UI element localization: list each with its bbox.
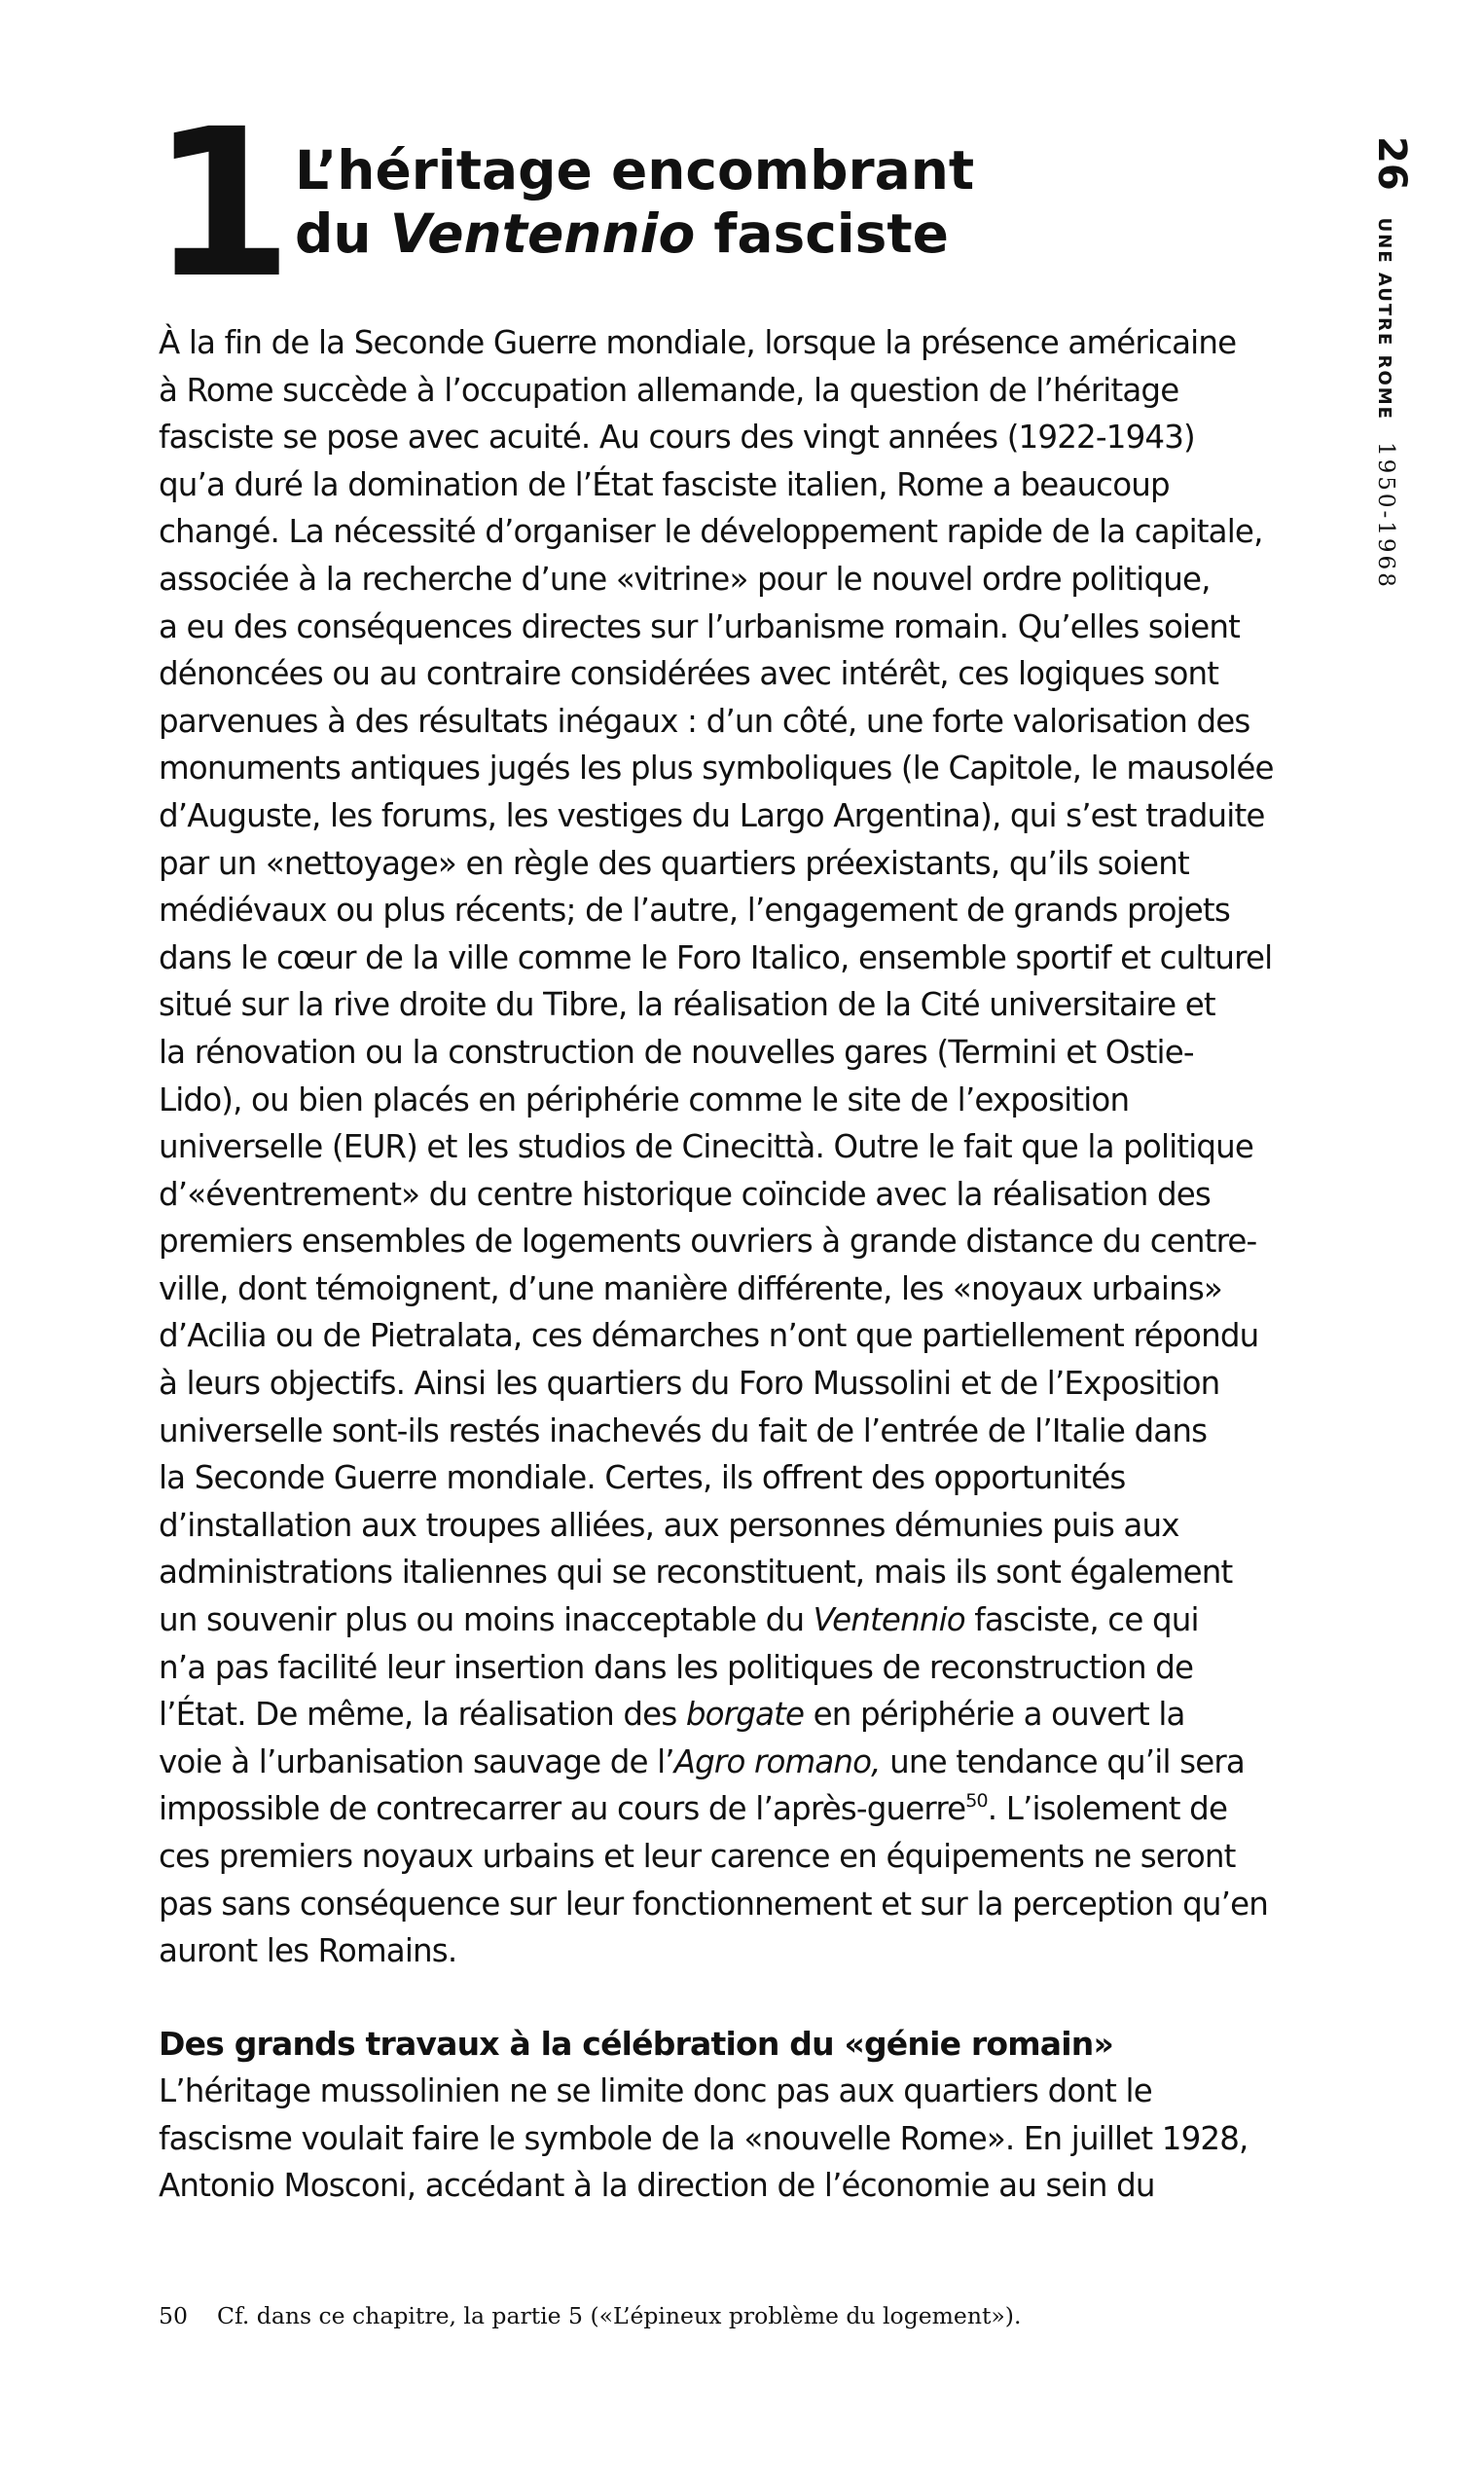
italic-term: borgate xyxy=(685,1696,805,1734)
text-line: a eu des conséquences directes sur l’urbanisme romain. Qu’elles soient xyxy=(159,607,1240,645)
text-segment: voie à l’urbanisation sauvage de l’ xyxy=(159,1742,674,1780)
chapter-title-italic: Ventennio xyxy=(389,202,696,265)
text-line: associée à la recherche d’une «vitrine» pour le nouvel ordre politique, xyxy=(159,560,1211,598)
text-line: fasciste se pose avec acuité. Au cours des vingt années (1922-1943) xyxy=(159,419,1195,457)
text-line: administrations italiennes qui se reconstituent, mais ils sont également xyxy=(159,1554,1233,1592)
text-segment: . L’isolement de xyxy=(987,1790,1228,1828)
section-heading: Des grands travaux à la célébration du «génie romain» xyxy=(159,2025,1113,2063)
chapter-title-line2-pre: du xyxy=(295,202,390,265)
text-line: changé. La nécessité d’organiser le développement rapide de la capitale, xyxy=(159,513,1263,551)
paragraph-2 xyxy=(159,2068,1326,2210)
text-line xyxy=(159,1691,1326,1739)
text-segment: un souvenir plus ou moins inacceptable du xyxy=(159,1601,814,1639)
text-line: d’Auguste, les forums, les vestiges du Largo Argentina), qui s’est traduite xyxy=(159,796,1265,834)
italic-term: Ventennio xyxy=(813,1601,965,1639)
chapter-title xyxy=(295,139,1171,266)
paragraph-1 xyxy=(159,319,1326,1975)
text-line: universelle (EUR) et les studios de Cinecittà. Outre le fait que la politique xyxy=(159,1128,1254,1166)
page-number: 26 xyxy=(1369,136,1414,191)
chapter-title-line2-post: fasciste xyxy=(695,202,949,265)
text-line: qu’a duré la domination de l’État fasciste italien, Rome a beaucoup xyxy=(159,465,1170,503)
text-segment: impossible de contrecarrer au cours de l’après-guerre xyxy=(159,1790,966,1828)
text-line: premiers ensembles de logements ouvriers à grande distance du centre- xyxy=(159,1223,1257,1261)
text-segment: fasciste, ce qui xyxy=(964,1601,1199,1639)
text-line: à Rome succède à l’occupation allemande, la question de l’héritage xyxy=(159,371,1179,409)
text-line: fascisme voulait faire le symbole de la «nouvelle Rome». En juillet 1928, xyxy=(159,2119,1249,2157)
text-line xyxy=(159,1739,1326,1786)
text-line: monuments antiques jugés les plus symboliques (le Capitole, le mausolée xyxy=(159,750,1274,788)
text-line: médiévaux ou plus récents; de l’autre, l’engagement de grands projets xyxy=(159,892,1230,930)
text-line: à leurs objectifs. Ainsi les quartiers du Foro Mussolini et de l’Exposition xyxy=(159,1365,1220,1403)
text-line: À la fin de la Seconde Guerre mondiale, lorsque la présence américaine xyxy=(159,324,1237,361)
footnote xyxy=(159,2301,1021,2330)
text-line: par un «nettoyage» en règle des quartiers préexistants, qu’ils soient xyxy=(159,844,1189,882)
text-line: d’installation aux troupes alliées, aux personnes démunies puis aux xyxy=(159,1506,1179,1544)
text-line: ville, dont témoignent, d’une manière différente, les «noyaux urbains» xyxy=(159,1269,1222,1307)
chapter-title-line1: L’héritage encombrant xyxy=(295,139,975,202)
text-segment: une tendance qu’il sera xyxy=(880,1742,1245,1780)
series-title: UNE AUTRE ROME xyxy=(1374,217,1394,421)
text-line: d’Acilia ou de Pietralata, ces démarches n’ont que partiellement répondu xyxy=(159,1317,1259,1355)
text-line: universelle sont-ils restés inachevés du fait de l’entrée de l’Italie dans xyxy=(159,1411,1208,1449)
text-line: dans le cœur de la ville comme le Foro Italico, ensemble sportif et culturel xyxy=(159,938,1273,976)
text-segment: en périphérie a ouvert la xyxy=(804,1696,1185,1734)
text-line: auront les Romains. xyxy=(159,1932,457,1970)
footnote-ref[interactable]: 50 xyxy=(965,1790,988,1813)
footnote-text: Cf. dans ce chapitre, la partie 5 («L’épineux problème du logement»). xyxy=(217,2302,1022,2329)
running-head xyxy=(1357,136,1426,623)
text-line xyxy=(159,1596,1326,1644)
text-line: Antonio Mosconi, accédant à la direction de l’économie au sein du xyxy=(159,2167,1155,2205)
text-line: dénoncées ou au contraire considérées avec intérêt, ces logiques sont xyxy=(159,655,1219,693)
text-segment: l’État. De même, la réalisation des xyxy=(159,1696,686,1734)
text-line: d’«éventrement» du centre historique coïncide avec la réalisation des xyxy=(159,1175,1211,1213)
series-years: 1950-1968 xyxy=(1373,441,1398,590)
chapter-number: 1 xyxy=(151,85,288,323)
chapter-title-line2 xyxy=(295,202,1171,266)
text-line: la Seconde Guerre mondiale. Certes, ils offrent des opportunités xyxy=(159,1459,1126,1497)
text-line: pas sans conséquence sur leur fonctionnement et sur la perception qu’en xyxy=(159,1885,1269,1923)
text-line: ces premiers noyaux urbains et leur carence en équipements ne seront xyxy=(159,1838,1236,1875)
text-line: la rénovation ou la construction de nouvelles gares (Termini et Ostie- xyxy=(159,1033,1194,1071)
text-line: Lido), ou bien placés en périphérie comme le site de l’exposition xyxy=(159,1081,1130,1118)
text-line: L’héritage mussolinien ne se limite donc pas aux quartiers dont le xyxy=(159,2072,1152,2109)
text-line: parvenues à des résultats inégaux : d’un côté, une forte valorisation des xyxy=(159,702,1250,740)
text-line xyxy=(159,1785,1326,1833)
text-line: n’a pas facilité leur insertion dans les politiques de reconstruction de xyxy=(159,1648,1194,1686)
italic-term: Agro romano, xyxy=(673,1742,881,1780)
footnote-number: 50 xyxy=(159,2302,188,2329)
text-line: situé sur la rive droite du Tibre, la réalisation de la Cité universitaire et xyxy=(159,986,1215,1024)
